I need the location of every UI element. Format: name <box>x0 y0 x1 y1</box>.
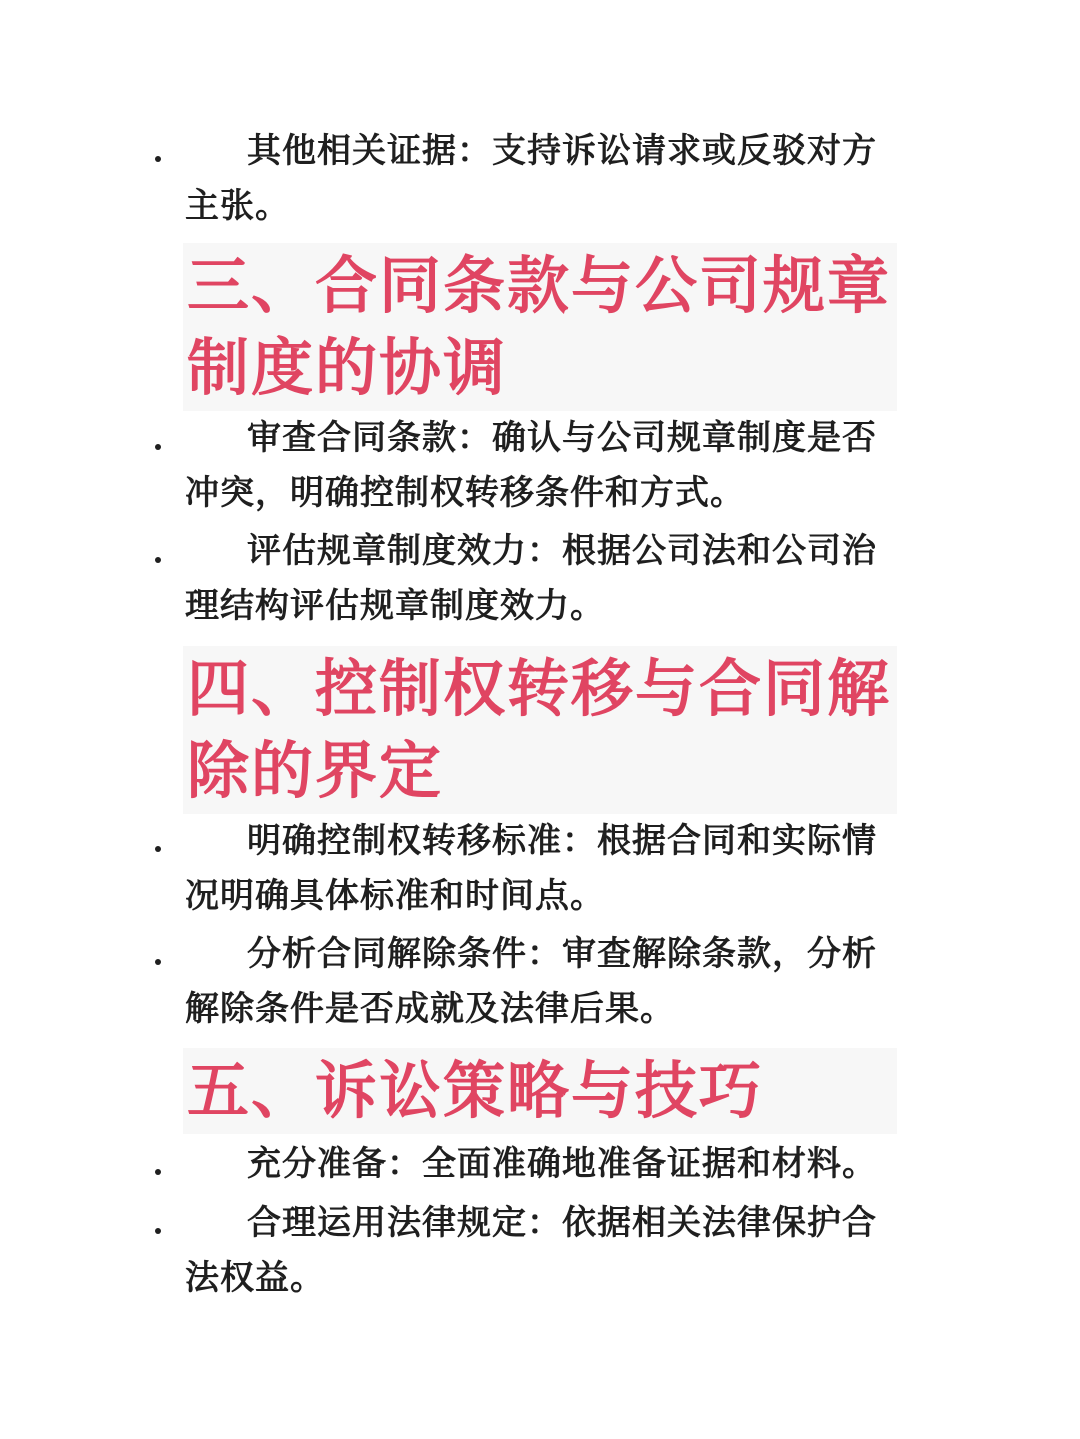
bullet-point <box>155 444 161 450</box>
section-heading: 五、诉讼策略与技巧 <box>183 1048 897 1134</box>
list-item-text: 充分准备：全面准确地准备证据和材料。 <box>247 1144 877 1184</box>
list-item-text: 分析合同解除条件：审查解除条款，分析解除条件是否成就及法律后果。 <box>185 934 877 1029</box>
list-item-text: 审查合同条款：确认与公司规章制度是否冲突，明确控制权转移条件和方式。 <box>185 418 877 513</box>
list-item-text: 明确控制权转移标准：根据合同和实际情况明确具体标准和时间点。 <box>185 821 877 916</box>
bullet-point <box>155 1169 161 1175</box>
bullet-point <box>155 846 161 852</box>
list-item-text: 合理运用法律规定：依据相关法律保护合法权益。 <box>185 1203 877 1298</box>
bullet-point <box>155 1228 161 1234</box>
list-item-text: 评估规章制度效力：根据公司法和公司治理结构评估规章制度效力。 <box>185 531 877 626</box>
bullet-point <box>155 959 161 965</box>
list-item-text: 其他相关证据：支持诉讼请求或反驳对方主张。 <box>185 131 877 226</box>
bullet-point <box>155 156 161 162</box>
section-heading: 三、合同条款与公司规章制度的协调 <box>183 243 897 411</box>
bullet-point <box>155 557 161 563</box>
section-heading: 四、控制权转移与合同解除的界定 <box>183 646 897 814</box>
